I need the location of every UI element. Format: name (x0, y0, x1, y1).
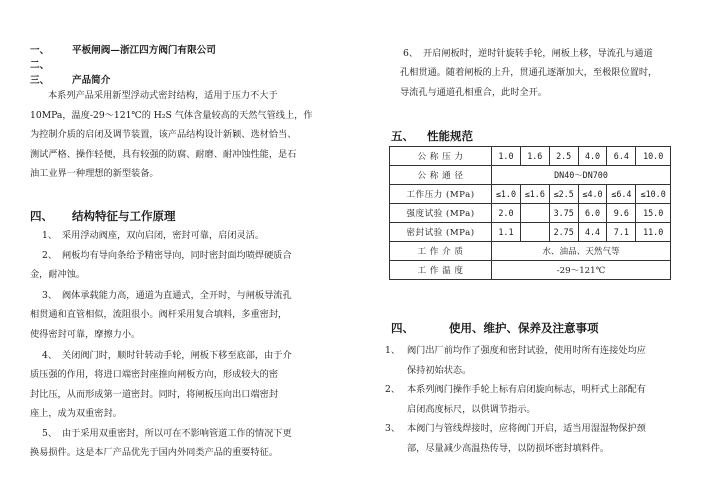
section-2-heading (30, 57, 72, 71)
table-row (390, 185, 671, 204)
company-heading-number: 一、 (30, 45, 50, 56)
item-line: 导流孔与通道孔相重合，此时全开。 (400, 86, 547, 98)
item-line: 由于采用双重密封，所以可在不影响管道工作的情况下更 (62, 428, 292, 439)
row-label-nominal-diameter: 公 称 通 径 (390, 166, 492, 185)
item-number: 3、 (385, 423, 401, 434)
table-cell: ≤1.6 (520, 185, 549, 204)
item-number: 6、 (403, 48, 419, 59)
item-line: 开启闸板时，逆时针旋转手轮，闸板上移，导流孔与通道 (423, 48, 653, 59)
table-cell: 7.1 (607, 223, 636, 242)
table-row (390, 166, 671, 185)
row-label-working-medium: 工 作 介 质 (390, 242, 492, 261)
list-item-continuation (30, 365, 322, 424)
list-item-continuation (30, 443, 322, 463)
item-line: 本阀门与管线焊接时，应将阀门开启，适当用湿湿物保护颈 (407, 423, 646, 434)
table-cell: 15.0 (636, 204, 671, 223)
table-cell: 2.5 (549, 147, 578, 166)
table-cell: ≤6.4 (607, 185, 636, 204)
table-cell: 10.0 (636, 147, 671, 166)
item-number: 4、 (42, 350, 58, 361)
table-cell (520, 204, 549, 223)
item-line: 换易损件。这是本厂产品优先于国内外同类产品的重要特征。 (30, 447, 279, 458)
table-cell: ≤10.0 (636, 185, 671, 204)
table-cell: ≤2.5 (549, 185, 578, 204)
table-row (390, 261, 671, 280)
table-cell: 1.1 (492, 223, 521, 242)
table-cell: 2.75 (549, 223, 578, 242)
table-cell (520, 223, 549, 242)
table-cell-span: DN40～DN700 (492, 166, 671, 185)
intro-line: 本系列产品采用新型浮动式密封结构，适用于压力不大于 (48, 90, 278, 101)
item-number: 1、 (42, 230, 58, 241)
table-row (390, 147, 671, 166)
item-number: 1、 (385, 345, 401, 356)
item-number: 3、 (42, 290, 58, 301)
row-label-nominal-pressure: 公 称 压 力 (390, 147, 492, 166)
table-row (390, 223, 671, 242)
intro-line: 10MPa，温度-29～121℃的 H₂S 气体含量较高的天然气管线上，作 (30, 109, 313, 121)
intro-line: 油工业界一种理想的新型装备。 (30, 168, 159, 179)
table-cell: 3.75 (549, 204, 578, 223)
section-3-heading (30, 72, 110, 86)
company-heading (30, 42, 216, 56)
table-cell: 4.4 (578, 223, 607, 242)
intro-line: 测试严格、操作轻便，具有较强的防腐、耐磨、耐冲蚀性能，是石 (30, 148, 297, 160)
usage-section-title: 使用、维护、保养及注意事项 (449, 321, 599, 335)
table-cell: 9.6 (607, 204, 636, 223)
item-line: 采用浮动阀座，双向启闭，密封可靠，启闭灵活。 (62, 230, 265, 241)
company-heading-title: 平板闸阀—浙江四方阀门有限公司 (72, 45, 216, 56)
item-line: 闸板均有导向条给予精密导向，同时密封面均喷焊硬质合 (62, 250, 292, 261)
table-cell-span: -29～121℃ (492, 261, 671, 280)
product-intro-paragraph (30, 86, 322, 184)
table-cell: ≤4.0 (578, 185, 607, 204)
item-line: 封比压，从而形成第一道密封。同时，将闸板压向出口端密封 (30, 388, 279, 400)
list-item-continuation (30, 305, 322, 344)
item-line: 启闭高度标尺，以供调节指示。 (407, 403, 536, 415)
item-line: 关闭阀门时，顺时针转动手轮，闸板下移至底部，由于介 (62, 350, 292, 361)
section-3-title: 产品简介 (72, 75, 111, 86)
table-cell: 6.0 (578, 204, 607, 223)
item-line: 本系列阀门操作手轮上标有启闭旋向标志，明杆式上部配有 (407, 384, 646, 395)
section-5-heading (391, 128, 473, 144)
section-4-heading (30, 208, 176, 224)
item-line: 使得密封可靠，摩擦力小。 (30, 328, 141, 340)
table-cell: 6.4 (607, 147, 636, 166)
section-4-number: 四、 (30, 209, 53, 223)
usage-maintenance-heading (391, 320, 599, 336)
item-line: 座上，成为双重密封。 (30, 408, 122, 419)
table-cell: ≤1.0 (492, 185, 521, 204)
list-item-continuation (30, 265, 322, 285)
item-line: 部，尽量减少高温热传导，以防损坏密封填料件。 (407, 442, 610, 454)
intro-line: 为控制介质的启闭及调节装置，该产品结构设计新颖、选材恰当、 (30, 129, 297, 140)
table-cell: 4.0 (578, 147, 607, 166)
item-number: 2、 (385, 384, 401, 395)
section-5-number: 五、 (391, 129, 414, 143)
section-2-number: 二、 (30, 60, 50, 71)
table-cell: 2.0 (492, 204, 521, 223)
table-row (390, 242, 671, 261)
item-line: 孔相贯通。随着闸板的上升，贯通孔逐渐加大，至极限位置时， (400, 67, 658, 78)
row-label-strength-test: 强度试验 (MPa) (390, 204, 492, 223)
table-cell: 1.0 (492, 147, 521, 166)
item-number: 5、 (42, 428, 58, 439)
table-row (390, 204, 671, 223)
row-label-working-pressure: 工作压力 (MPa) (390, 185, 492, 204)
table-cell-span: 水、油品、天然气等 (492, 242, 671, 261)
section-4-title: 结构特征与工作原理 (72, 209, 176, 223)
item-line: 保持初始状态。 (407, 364, 472, 376)
table-cell: 1.6 (520, 147, 549, 166)
item-line: 阀门出厂前均作了强度和密封试验，使用时所有连接处均应 (407, 345, 646, 356)
row-label-working-temperature: 工 作 温 度 (390, 261, 492, 280)
table-cell: 11.0 (636, 223, 671, 242)
item-line: 金，耐冲蚀。 (30, 269, 86, 280)
list-item-continuation (400, 63, 675, 102)
item-line: 阀体承载能力高，通道为直通式，全开时，与闸板导流孔 (62, 290, 292, 301)
performance-spec-table (389, 146, 671, 280)
section-3-number: 三、 (30, 75, 50, 86)
row-label-seal-test: 密封试验 (MPa) (390, 223, 492, 242)
item-line: 相贯通和直管相似，流阻很小。阀杆采用复合填料，多重密封， (30, 309, 288, 320)
item-line: 质压强的作用，将进口端密封座推向闸板方向，形成较大的密 (30, 369, 279, 380)
usage-section-number: 四、 (391, 321, 414, 335)
item-number: 2、 (42, 250, 58, 261)
section-5-title: 性能规范 (427, 129, 473, 143)
